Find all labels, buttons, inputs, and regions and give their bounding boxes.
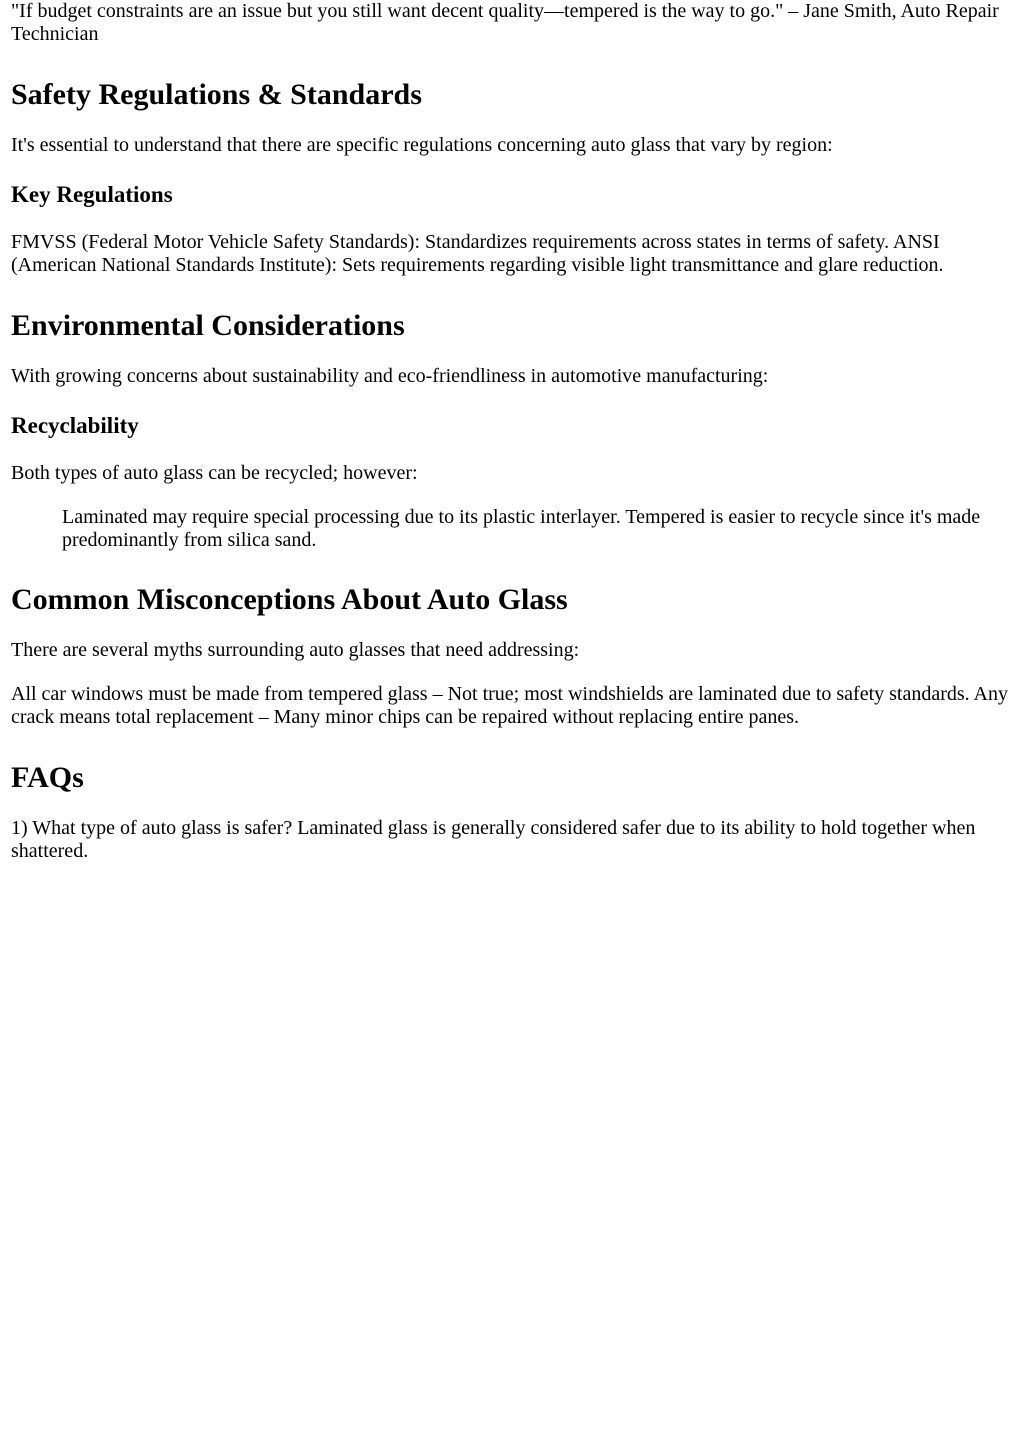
recyclability-body: Both types of auto glass can be recycled; however:: [11, 462, 418, 484]
safety-intro: It's essential to understand that there are specific regulations concerning auto glass that vary by region:: [11, 134, 833, 156]
misconceptions-heading: Common Misconceptions About Auto Glass: [11, 583, 568, 616]
faqs-heading: FAQs: [11, 761, 84, 794]
misconceptions-body: All car windows must be made from tempered glass – Not true; most windshields are laminated due to safety standards. Any crack means total replacement – Many minor chips can be repaired without replacing entire panes.: [11, 683, 1009, 728]
key-regulations-body: FMVSS (Federal Motor Vehicle Safety Standards): Standardizes requirements across states in terms of safety. ANSI (American National Standards Institute): Sets requirements regarding visible light transmittance and glare reduction.: [11, 231, 944, 276]
faq-item: 1) What type of auto glass is safer? Laminated glass is generally considered safer due to its ability to hold together when shattered.: [11, 817, 976, 862]
intro-quote: "If budget constraints are an issue but you still want decent quality—tempered is the way to go." – Jane Smith, Auto Repair Technician: [11, 0, 999, 45]
recyclability-blockquote: Laminated may require special processing due to its plastic interlayer. Tempered is easier to recycle since it's made predominantly from silica sand.: [62, 506, 981, 551]
key-regulations-heading: Key Regulations: [11, 182, 173, 207]
recyclability-heading: Recyclability: [11, 413, 139, 438]
safety-heading: Safety Regulations & Standards: [11, 78, 422, 111]
environment-intro: With growing concerns about sustainability and eco-friendliness in automotive manufacturing:: [11, 365, 769, 387]
environment-heading: Environmental Considerations: [11, 309, 405, 342]
misconceptions-intro: There are several myths surrounding auto glasses that need addressing:: [11, 639, 580, 661]
